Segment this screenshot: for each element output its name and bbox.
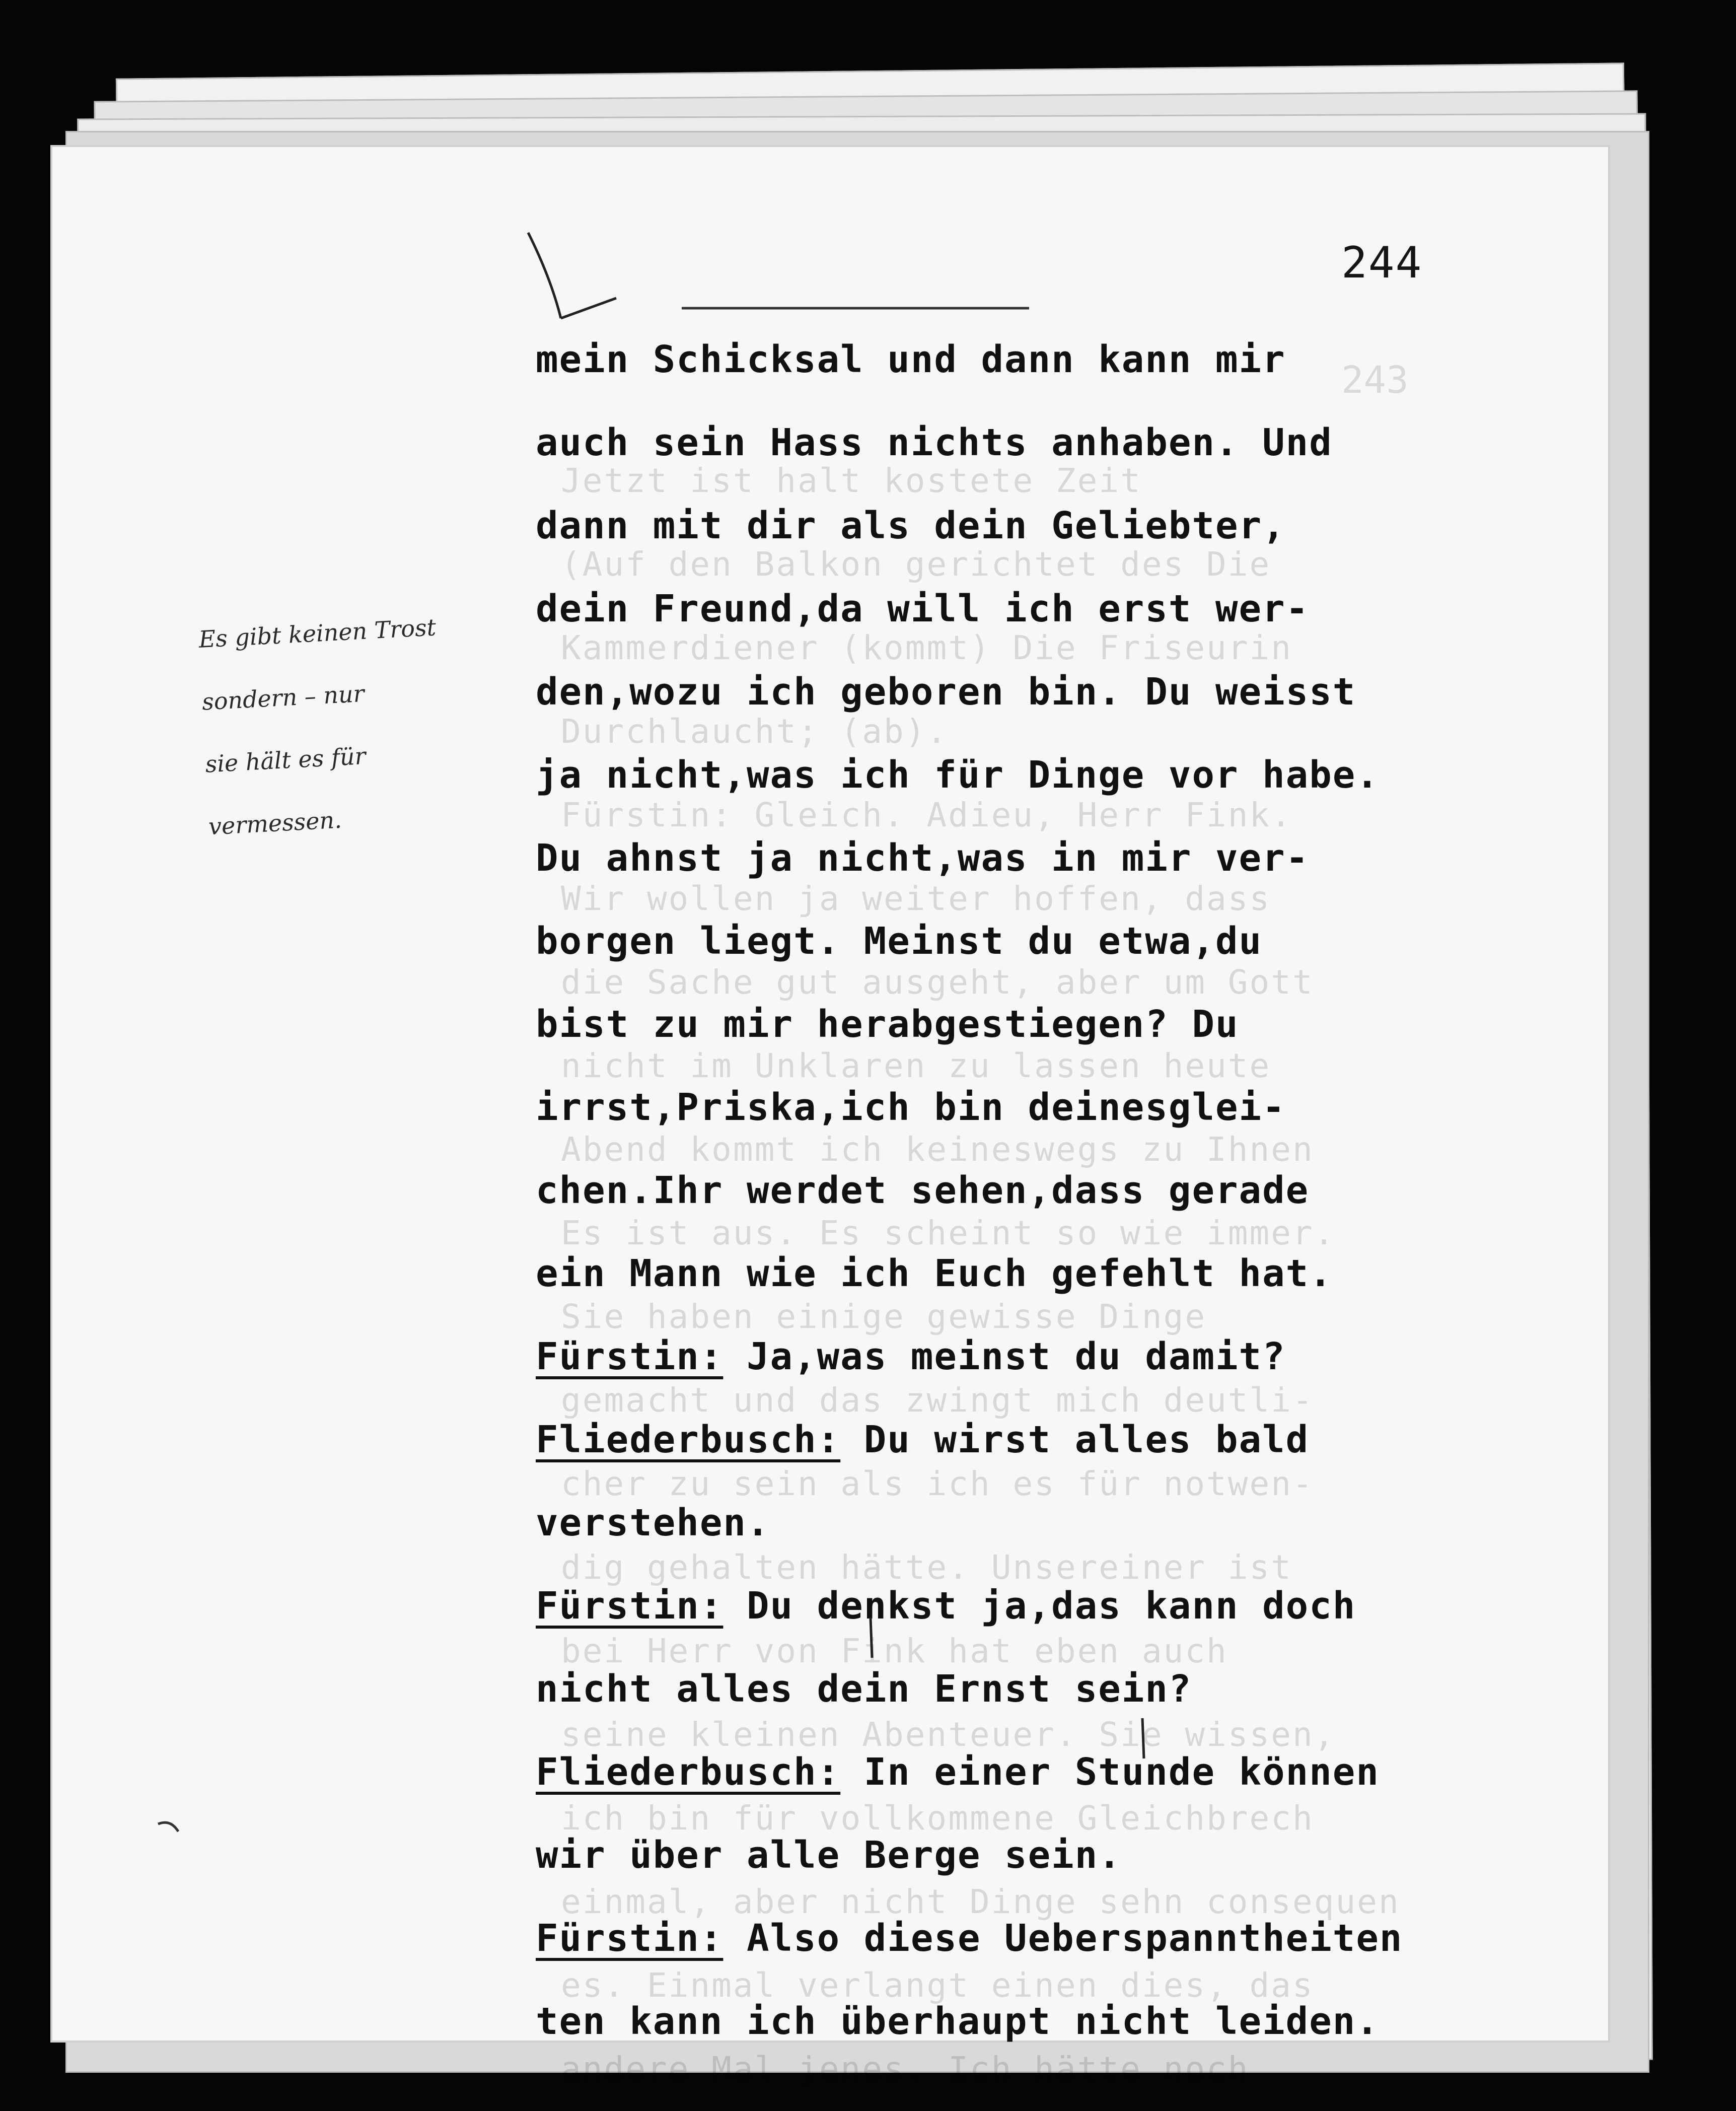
insertion-stroke bbox=[1142, 1718, 1144, 1758]
ghost-line: gemacht und das zwingt mich deutli- bbox=[561, 1381, 1314, 1420]
text-line: ein Mann wie ich Euch gefehlt hat. bbox=[536, 1252, 1333, 1295]
ghost-line: andere Mal jenes. Ich hätte noch bbox=[561, 2050, 1250, 2088]
dialogue-text: Du denkst ja,das kann doch bbox=[723, 1584, 1356, 1628]
ghost-line: Jetzt ist halt kostete Zeit bbox=[561, 461, 1142, 500]
text-line: den,wozu ich geboren bin. Du weisst bbox=[536, 670, 1356, 714]
text-line: Du ahnst ja nicht,was in mir ver- bbox=[536, 836, 1310, 880]
ghost-line: bei Herr von Fink hat eben auch bbox=[561, 1632, 1228, 1670]
dialogue-text: ten kann ich überhaupt nicht leiden. bbox=[536, 2000, 1380, 2043]
dialogue-text: verstehen. bbox=[536, 1501, 770, 1544]
bleed-through-page-number: 243 bbox=[1341, 359, 1409, 402]
margin-tick bbox=[158, 1822, 178, 1832]
speaker-name: Fürstin: bbox=[536, 1584, 724, 1628]
text-line: bist zu mir herabgestiegen? Du bbox=[536, 1003, 1239, 1046]
ghost-line: dig gehalten hätte. Unsereiner ist bbox=[561, 1548, 1293, 1587]
page-number: 244 bbox=[1341, 238, 1423, 288]
speaker-name: Fliederbusch: bbox=[536, 1750, 841, 1794]
text-line: chen.Ihr werdet sehen,dass gerade bbox=[536, 1169, 1310, 1212]
bracket-stroke bbox=[528, 233, 561, 318]
dialogue-text: Also diese Ueberspanntheiten bbox=[723, 1917, 1403, 1960]
dialogue-text: wir über alle Berge sein. bbox=[536, 1834, 1122, 1877]
text-line: auch sein Hass nichts anhaben. Und bbox=[536, 421, 1333, 464]
ghost-line: ich bin für vollkommene Gleichbrech bbox=[561, 1799, 1314, 1838]
ghost-line: Es ist aus. Es scheint so wie immer. bbox=[561, 1214, 1336, 1252]
note-line: sondern – nur bbox=[201, 679, 365, 716]
pencil-marks bbox=[52, 147, 1608, 2040]
ghost-line: Kammerdiener (kommt) Die Friseurin bbox=[561, 628, 1293, 667]
ghost-line: Abend kommt ich keineswegs zu Ihnen bbox=[561, 1130, 1314, 1169]
ghost-line: cher zu sein als ich es für notwen- bbox=[561, 1464, 1314, 1503]
text-line: ja nicht,was ich für Dinge vor habe. bbox=[536, 753, 1380, 797]
speaker-name: Fürstin: bbox=[536, 1335, 724, 1378]
ghost-line: Sie haben einige gewisse Dinge bbox=[561, 1297, 1207, 1336]
text-line: dann mit dir als dein Geliebter, bbox=[536, 504, 1286, 547]
ghost-line: (Auf den Balkon gerichtet des Die bbox=[561, 545, 1271, 584]
ghost-line: seine kleinen Abenteuer. Sie wissen, bbox=[561, 1715, 1336, 1754]
note-line: vermessen. bbox=[207, 806, 342, 840]
dialogue-text: Du wirst alles bald bbox=[840, 1418, 1310, 1461]
note-line: Es gibt keinen Trost bbox=[198, 613, 437, 653]
text-line: irrst,Priska,ich bin deinesglei- bbox=[536, 1086, 1286, 1129]
insertion-stroke bbox=[871, 1617, 872, 1658]
text-line: borgen liegt. Meinst du etwa,du bbox=[536, 920, 1263, 963]
text-line: dein Freund,da will ich erst wer- bbox=[536, 587, 1310, 630]
bracket-stroke bbox=[561, 298, 616, 318]
dialogue-text: In einer Stunde können bbox=[840, 1750, 1380, 1794]
speaker-name: Fürstin: bbox=[536, 1917, 724, 1960]
note-line: sie hält es für bbox=[204, 742, 367, 778]
typescript-page bbox=[52, 147, 1608, 2088]
ghost-line: nicht im Unklaren zu lassen heute bbox=[561, 1046, 1271, 1085]
speaker-name: Fliederbusch: bbox=[536, 1418, 841, 1461]
ghost-line: die Sache gut ausgeht, aber um Gott bbox=[561, 963, 1314, 1002]
ghost-line: Fürstin: Gleich. Adieu, Herr Fink. bbox=[561, 796, 1293, 834]
dialogue-text: Ja,was meinst du damit? bbox=[723, 1335, 1286, 1378]
ghost-line: es. Einmal verlangt einen dies, das bbox=[561, 1966, 1314, 2005]
ghost-line: Wir wollen ja weiter hoffen, dass bbox=[561, 879, 1271, 918]
dialogue-text: nicht alles dein Ernst sein? bbox=[536, 1667, 1192, 1711]
text-line: mein Schicksal und dann kann mir bbox=[536, 338, 1286, 381]
ghost-line: Durchlaucht; (ab). bbox=[561, 712, 949, 751]
ghost-line: einmal, aber nicht Dinge sehn consequen bbox=[561, 1882, 1400, 1921]
